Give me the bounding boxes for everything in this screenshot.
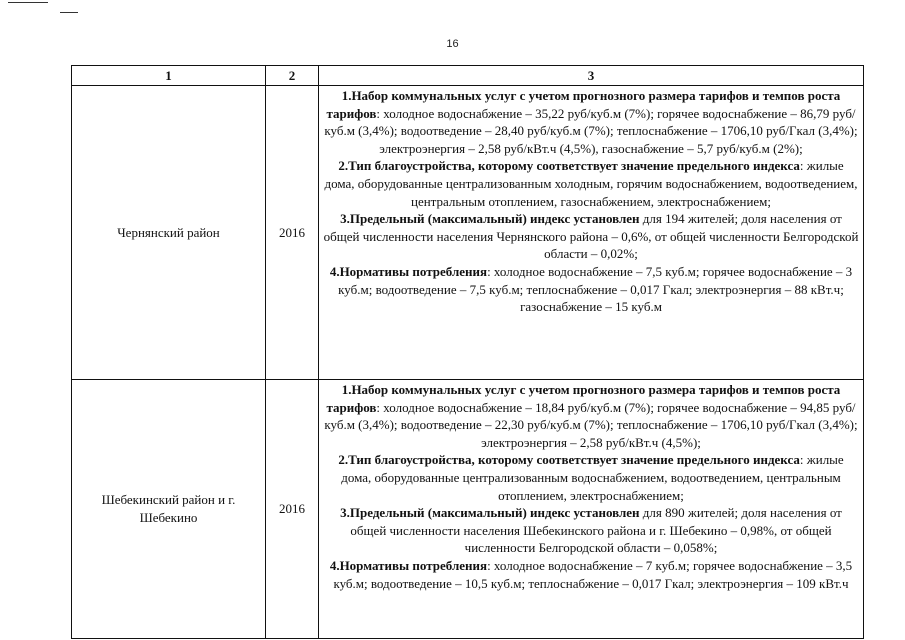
- detail-heading: 3.Предельный (максимальный) индекс установлен: [340, 211, 640, 227]
- detail-paragraph: [323, 451, 859, 504]
- column-header: 1: [72, 66, 266, 86]
- detail-heading: 2.Тип благоустройства, которому соответствует значение предельного индекса: [338, 452, 800, 468]
- scan-edge-mark: [60, 12, 78, 13]
- detail-heading: 1.Набор коммунальных услуг с учетом прогнозного размера тарифов и темпов роста тарифов: [326, 88, 841, 121]
- detail-paragraph: [323, 263, 859, 316]
- details-cell: [319, 86, 864, 380]
- year-cell: 2016: [266, 86, 319, 380]
- detail-text: : холодное водоснабжение – 35,22 руб/куб.м (7%); горячее водоснабжение – 86,79 руб/куб.м (3,4%); водоотведение – 28,40 руб/куб.м (7%); теплоснабжение – 1706,10 руб/Гкал (3,4%); электроэнергия – 2,58 руб/кВт.ч (4,5%), газоснабжение – 5,7 руб/куб.м (2%);: [324, 105, 858, 156]
- detail-heading: 4.Нормативы потребления: [329, 557, 488, 573]
- detail-paragraph: [323, 504, 859, 557]
- details-cell: [319, 380, 864, 639]
- column-header: 2: [266, 66, 319, 86]
- column-header: 3: [319, 66, 864, 86]
- year-cell: 2016: [266, 380, 319, 639]
- detail-text: : жилые дома, оборудованные централизованным водоснабжением, водоотведением, центральным отоплением, электроснабжением;: [341, 452, 844, 503]
- detail-paragraph: [323, 87, 859, 157]
- detail-text: : холодное водоснабжение – 7 куб.м; горячее водоснабжение – 3,5 куб.м; водоотведение – 10,5 куб.м; теплоснабжение – 0,017 Гкал; электроэнергия – 109 кВт.ч: [333, 557, 853, 591]
- detail-paragraph: [323, 381, 859, 451]
- district-cell: Шебекинский район и г. Шебекино: [72, 380, 266, 639]
- detail-text: для 194 жителей; доля населения от общей численности населения Чернянского района – 0,6%, от общей численности Белгородской области – 0,02%;: [323, 211, 859, 262]
- detail-paragraph: [323, 157, 859, 210]
- detail-paragraph: [323, 557, 859, 592]
- detail-text: для 890 жителей; доля населения от общей численности населения Шебекинского района и г. Шебекино – 0,98%, от общей численности Белгородской области – 0,058%;: [350, 505, 842, 556]
- detail-heading: 1.Набор коммунальных услуг с учетом прогнозного размера тарифов и темпов роста тарифов: [326, 382, 841, 415]
- district-cell: Чернянский район: [72, 86, 266, 380]
- detail-heading: 4.Нормативы потребления: [329, 263, 488, 279]
- detail-text: : холодное водоснабжение – 18,84 руб/куб.м (7%); горячее водоснабжение – 94,85 руб/куб.м (3,4%); водоотведение – 22,30 руб/куб.м (7%); теплоснабжение – 1706,10 руб/Гкал (3,4%); электроэнергия – 2,58 руб/кВт.ч (4,5%);: [324, 399, 858, 450]
- detail-heading: 2.Тип благоустройства, которому соответствует значение предельного индекса: [338, 158, 800, 174]
- table-row: [72, 380, 864, 639]
- tariff-table: [71, 65, 864, 639]
- detail-paragraph: [323, 210, 859, 263]
- table-row: [72, 86, 864, 380]
- detail-text: : холодное водоснабжение – 7,5 куб.м; горячее водоснабжение – 3 куб.м; водоотведение – 7,5 куб.м; теплоснабжение – 0,017 Гкал; электроэнергия – 88 кВт.ч; газоснабжение – 15 куб.м: [338, 263, 853, 315]
- detail-heading: 3.Предельный (максимальный) индекс установлен: [340, 505, 640, 521]
- table-header-row: [72, 66, 864, 86]
- detail-text: : жилые дома, оборудованные централизованным холодным, горячим водоснабжением, водоотведением, центральным отоплением, газоснабжением, электроснабжением;: [324, 158, 858, 209]
- page-number: 16: [446, 38, 459, 50]
- scan-edge-mark: [8, 2, 48, 3]
